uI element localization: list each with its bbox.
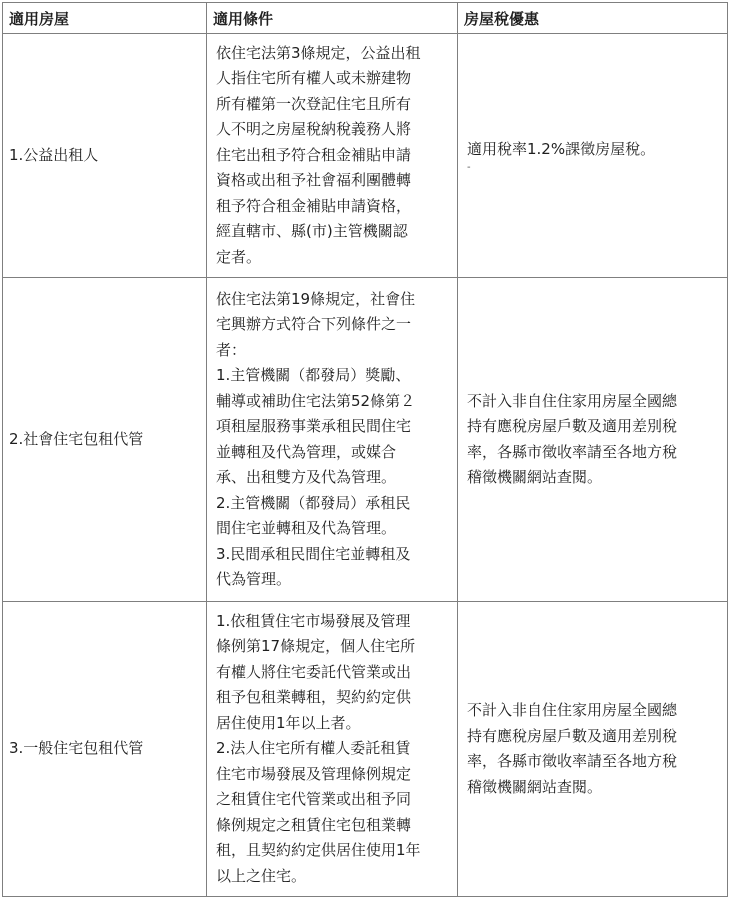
condition-line: 資格或出租予社會福利團體轉 xyxy=(216,171,412,190)
condition-line: 2.主管機關（都發局）承租民 xyxy=(216,493,411,512)
condition-line: 依住宅法第3條規定，公益出租 xyxy=(216,43,421,62)
condition-line: 間住宅並轉租及代為管理。 xyxy=(216,519,397,537)
header-benefit: 房屋稅優惠 xyxy=(458,3,728,34)
condition-cell xyxy=(207,34,458,278)
benefit-cell xyxy=(458,602,728,897)
condition-line: 租，且契約約定供居住使用1年 xyxy=(216,841,421,860)
condition-line: 所有權第一次登記住宅且所有 xyxy=(216,94,412,113)
header-house: 適用房屋 xyxy=(3,3,207,34)
condition-cell xyxy=(207,278,458,602)
condition-cell xyxy=(207,602,458,897)
condition-line: 條例規定之租賃住宅包租業轉 xyxy=(216,815,412,834)
condition-line: 租予包租業轉租，契約約定供 xyxy=(216,688,412,707)
condition-line: 代為管理。 xyxy=(216,570,292,588)
house-type-cell: 1.公益出租人 xyxy=(3,34,207,278)
condition-line: 條例第17條規定，個人住宅所 xyxy=(216,637,416,656)
benefit-line: 適用稅率1.2%課徵房屋稅。 xyxy=(467,139,656,158)
condition-line: 經直轄市、縣(市)主管機關認 xyxy=(216,222,408,241)
benefit-line: 不計入非自住住家用房屋全國總 xyxy=(467,391,678,410)
benefit-line: 持有應稅房屋戶數及適用差別稅 xyxy=(467,726,678,745)
condition-line: 定者。 xyxy=(216,247,262,266)
condition-line: 租予符合租金補貼申請資格， xyxy=(216,196,412,215)
condition-line: 3.民間承租民間住宅並轉租及 xyxy=(216,544,411,563)
condition-line: 住宅市場發展及管理條例規定 xyxy=(216,764,412,783)
condition-line: 1.依租賃住宅市場發展及管理 xyxy=(216,611,411,630)
header-condition: 適用條件 xyxy=(207,3,458,34)
table-row xyxy=(3,34,728,278)
condition-line: 之租賃住宅代管業或出租予同 xyxy=(216,790,412,809)
benefit-line: 不計入非自住住家用房屋全國總 xyxy=(467,701,678,719)
benefit-cell xyxy=(458,278,728,602)
condition-line: 宅興辦方式符合下列條件之一 xyxy=(216,315,412,333)
condition-line: 依住宅法第19條規定，社會住 xyxy=(216,289,416,308)
condition-line: 住宅出租予符合租金補貼申請 xyxy=(216,145,412,164)
condition-line: 項租屋服務事業承租民間住宅 xyxy=(216,417,412,435)
condition-line: 1.主管機關（都發局）獎勵、 xyxy=(216,366,411,384)
condition-line: 2.法人住宅所有權人委託租賃 xyxy=(216,739,411,758)
condition-line: 以上之住宅。 xyxy=(216,866,307,885)
condition-line: 並轉租及代為管理，或媒合 xyxy=(216,442,397,461)
house-type-cell: 3.一般住宅包租代管 xyxy=(3,602,207,897)
table-row xyxy=(3,278,728,602)
benefit-line: 稽徵機關網站查閱。 xyxy=(467,468,603,486)
condition-line: 者： xyxy=(216,340,247,359)
table-header-row xyxy=(3,3,728,34)
house-type-cell: 2.社會住宅包租代管 xyxy=(3,278,207,602)
house-tax-table xyxy=(2,2,728,897)
benefit-line: 率，各縣市徵收率請至各地方稅 xyxy=(467,752,678,770)
table-row xyxy=(3,602,728,897)
benefit-mark: - xyxy=(467,162,471,174)
condition-line: 居住使用1年以上者。 xyxy=(216,713,361,732)
condition-line: 輔導或補助住宅法第52條第２ xyxy=(216,391,416,410)
benefit-line: 持有應稅房屋戶數及適用差別稅 xyxy=(467,417,678,435)
condition-line: 人不明之房屋稅納稅義務人將 xyxy=(216,120,412,139)
condition-line: 承、出租雙方及代為管理。 xyxy=(216,468,397,486)
condition-line: 有權人將住宅委託代管業或出 xyxy=(216,662,412,681)
benefit-line: 稽徵機關網站查閱。 xyxy=(467,777,603,796)
benefit-line: 率，各縣市徵收率請至各地方稅 xyxy=(467,442,678,461)
benefit-cell xyxy=(458,34,728,278)
condition-line: 人指住宅所有權人或未辦建物 xyxy=(216,69,412,88)
